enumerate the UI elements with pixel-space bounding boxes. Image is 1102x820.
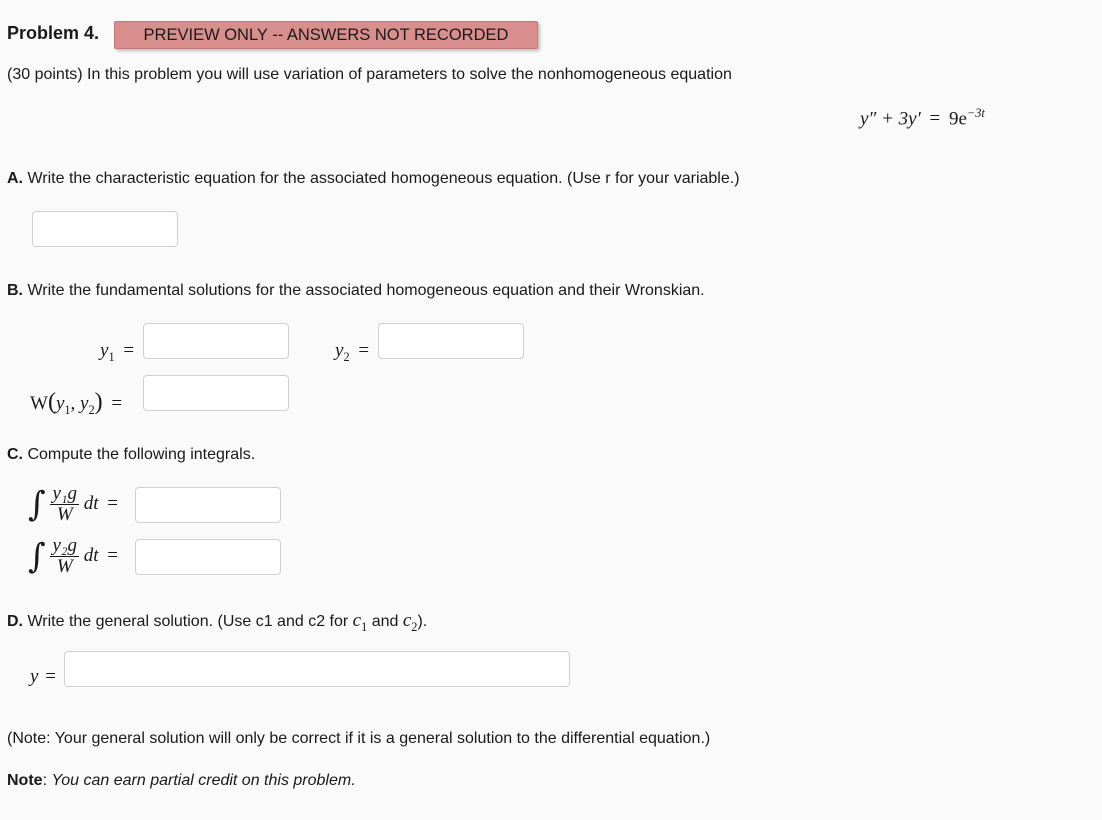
integral-1-input[interactable] <box>135 487 281 523</box>
integral-2 <box>28 536 118 577</box>
y1-input[interactable] <box>143 323 289 359</box>
problem-intro: (30 points) In this problem you will use variation of parameters to solve the nonhomogeneous equation <box>7 66 732 83</box>
integral-sign-1: ∫ <box>28 484 46 525</box>
y2-label: $y_2$ = <box>335 340 370 364</box>
integral-2-fraction <box>50 536 79 577</box>
integral-1-equals: = <box>107 492 119 514</box>
c1-symbol: $c_1$ <box>352 610 368 634</box>
integral-2-dt: dt <box>83 544 99 566</box>
part-c-text: Compute the following integrals. <box>27 446 256 463</box>
part-d-text-suffix: ). <box>417 613 428 630</box>
wronskian-label: $W(y_1$, $y_2$) = <box>30 389 123 417</box>
part-b-label: B. <box>7 282 23 299</box>
note-label: Note <box>7 772 43 789</box>
integral-1-numerator: y₁g <box>52 483 78 504</box>
wronskian-equals: = <box>111 393 123 414</box>
main-equation <box>860 106 985 130</box>
general-solution-equals: = <box>45 666 56 687</box>
y2-input[interactable] <box>378 323 524 359</box>
integral-2-numerator: y₂g <box>52 535 78 556</box>
wronskian-w: W <box>30 393 48 414</box>
note-partial-credit: Note: You can earn partial credit on this problem. <box>7 772 356 789</box>
characteristic-equation-input[interactable] <box>32 211 178 247</box>
wronskian-input[interactable] <box>143 375 289 411</box>
y2-equals: = <box>358 340 370 361</box>
part-a-text: Write the characteristic equation for the associated homogeneous equation. (Use r for your variable.) <box>27 170 740 187</box>
integral-1-fraction <box>50 484 79 525</box>
problem-title: Problem 4. <box>7 23 100 43</box>
part-c-label: C. <box>7 446 23 463</box>
general-solution-label: y = <box>30 666 56 687</box>
note-text: You can earn partial credit on this problem. <box>51 772 356 789</box>
part-b-question <box>7 282 705 300</box>
part-b-text: Write the fundamental solutions for the associated homogeneous equation and their Wronskian. <box>27 282 705 299</box>
general-solution-input[interactable] <box>64 651 570 687</box>
part-a-question <box>7 170 740 188</box>
part-c-question <box>7 446 255 464</box>
c2-symbol: $c_2$ <box>402 610 418 634</box>
equation-lhs: y″ + 3y′ <box>860 108 921 130</box>
equation-rhs-base: 9e <box>948 108 967 130</box>
part-d-text-prefix: Write the general solution. (Use c1 and c2 for <box>27 613 353 630</box>
part-d-question <box>7 610 427 635</box>
integral-2-equals: = <box>107 544 119 566</box>
note-general-solution: (Note: Your general solution will only be correct if it is a general solution to the differential equation.) <box>7 730 711 747</box>
equation-equals: = <box>929 108 941 130</box>
equation-rhs-exponent: −3t <box>966 106 985 120</box>
integral-1-dt: dt <box>83 492 99 514</box>
part-a-label: A. <box>7 170 23 187</box>
integral-1-denominator: W <box>56 504 73 525</box>
integral-2-denominator: W <box>56 556 73 577</box>
integral-1 <box>28 484 118 525</box>
integral-sign-2: ∫ <box>28 536 46 577</box>
preview-badge: PREVIEW ONLY -- ANSWERS NOT RECORDED <box>114 21 538 49</box>
part-d-and: and <box>367 613 403 630</box>
y1-label: $y_1$ = <box>100 340 135 364</box>
integral-2-input[interactable] <box>135 539 281 575</box>
y1-equals: = <box>123 340 135 361</box>
part-d-label: D. <box>7 613 23 630</box>
